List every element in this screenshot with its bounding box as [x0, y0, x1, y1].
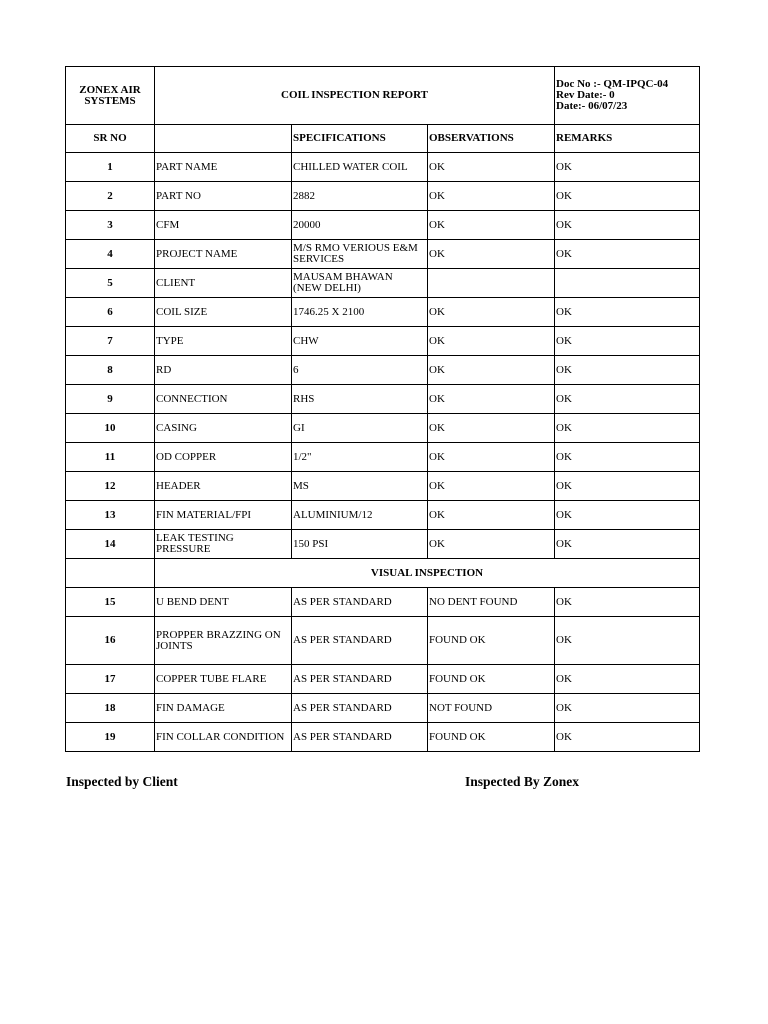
inspected-by-client: Inspected by Client — [66, 774, 178, 789]
company-name-line1: ZONEX AIR — [79, 83, 141, 96]
observation-cell: NOT FOUND — [428, 694, 555, 723]
col-header-sr-no: SR NO — [66, 125, 155, 153]
table-row — [66, 269, 700, 298]
specification-cell-line2: (NEW DELHI) — [293, 282, 361, 294]
visual-inspection-heading: VISUAL INSPECTION — [155, 559, 700, 588]
observation-cell: OK — [428, 298, 555, 327]
table-row — [66, 182, 700, 211]
specification-cell: RHS — [292, 385, 428, 414]
observation-cell: NO DENT FOUND — [428, 588, 555, 617]
table-row — [66, 298, 700, 327]
specification-cell-line2: SERVICES — [293, 253, 345, 265]
item-cell: COPPER TUBE FLARE — [155, 665, 292, 694]
sr-number-cell: 11 — [66, 443, 155, 472]
table-row — [66, 694, 700, 723]
sr-number-cell: 17 — [66, 665, 155, 694]
sr-number-cell: 9 — [66, 385, 155, 414]
table-row — [66, 240, 700, 269]
revision-date: Rev Date:- 0 — [556, 89, 615, 101]
table-row — [66, 153, 700, 182]
specification-cell: GI — [292, 414, 428, 443]
specification-cell: 1746.25 X 2100 — [292, 298, 428, 327]
remark-cell: OK — [555, 414, 700, 443]
item-cell: FIN MATERIAL/FPI — [155, 501, 292, 530]
specification-cell — [292, 240, 428, 269]
item-cell: PROJECT NAME — [155, 240, 292, 269]
company-name — [66, 67, 155, 125]
table-row — [66, 211, 700, 240]
item-cell-line2: PRESSURE — [156, 543, 211, 555]
observation-cell: OK — [428, 530, 555, 559]
remark-cell: OK — [555, 723, 700, 752]
remark-cell: OK — [555, 617, 700, 665]
item-cell: PART NAME — [155, 153, 292, 182]
remark-cell: OK — [555, 472, 700, 501]
item-cell: U BEND DENT — [155, 588, 292, 617]
sr-number-cell: 16 — [66, 617, 155, 665]
observation-cell: OK — [428, 182, 555, 211]
remark-cell: OK — [555, 240, 700, 269]
observation-cell: OK — [428, 414, 555, 443]
specification-cell: CHW — [292, 327, 428, 356]
remark-cell: OK — [555, 182, 700, 211]
remark-cell: OK — [555, 327, 700, 356]
specification-cell: AS PER STANDARD — [292, 694, 428, 723]
specification-cell: 20000 — [292, 211, 428, 240]
specification-cell-line1: M/S RMO VERIOUS E&M — [293, 242, 418, 254]
observation-cell: FOUND OK — [428, 723, 555, 752]
remark-cell — [555, 269, 700, 298]
sr-number-cell: 8 — [66, 356, 155, 385]
sr-number-cell: 12 — [66, 472, 155, 501]
remark-cell: OK — [555, 298, 700, 327]
sr-number-cell: 13 — [66, 501, 155, 530]
remark-cell: OK — [555, 530, 700, 559]
table-row — [66, 327, 700, 356]
col-header-item — [155, 125, 292, 153]
observation-cell: OK — [428, 211, 555, 240]
item-cell: CLIENT — [155, 269, 292, 298]
specification-cell: AS PER STANDARD — [292, 665, 428, 694]
sr-number-cell: 15 — [66, 588, 155, 617]
observation-cell: OK — [428, 472, 555, 501]
item-cell: COIL SIZE — [155, 298, 292, 327]
specification-cell: 6 — [292, 356, 428, 385]
item-cell: RD — [155, 356, 292, 385]
section-empty-cell — [66, 559, 155, 588]
observation-cell: OK — [428, 327, 555, 356]
item-cell: CFM — [155, 211, 292, 240]
remark-cell: OK — [555, 501, 700, 530]
item-cell — [155, 530, 292, 559]
table-row — [66, 530, 700, 559]
item-cell: OD COPPER — [155, 443, 292, 472]
item-cell — [155, 617, 292, 665]
table-row — [66, 356, 700, 385]
item-cell-line1: PROPPER BRAZZING ON — [156, 628, 281, 641]
table-row — [66, 501, 700, 530]
observation-cell: OK — [428, 385, 555, 414]
observation-cell: OK — [428, 240, 555, 269]
observation-cell: OK — [428, 153, 555, 182]
item-cell-line1: LEAK TESTING — [156, 532, 234, 544]
observation-cell — [428, 269, 555, 298]
observation-cell: FOUND OK — [428, 665, 555, 694]
col-header-specifications: SPECIFICATIONS — [292, 125, 428, 153]
report-header-row — [66, 67, 700, 125]
remark-cell: OK — [555, 211, 700, 240]
item-cell: CASING — [155, 414, 292, 443]
observation-cell: OK — [428, 356, 555, 385]
specification-cell: AS PER STANDARD — [292, 723, 428, 752]
specification-cell: ALUMINIUM/12 — [292, 501, 428, 530]
item-cell: CONNECTION — [155, 385, 292, 414]
table-row — [66, 443, 700, 472]
specification-cell: 1/2" — [292, 443, 428, 472]
document-info — [555, 67, 700, 125]
observation-cell: OK — [428, 443, 555, 472]
table-row — [66, 472, 700, 501]
table-row — [66, 385, 700, 414]
sr-number-cell: 3 — [66, 211, 155, 240]
table-row — [66, 588, 700, 617]
specification-cell: AS PER STANDARD — [292, 617, 428, 665]
item-cell: HEADER — [155, 472, 292, 501]
remark-cell: OK — [555, 588, 700, 617]
specification-cell: AS PER STANDARD — [292, 588, 428, 617]
item-cell: TYPE — [155, 327, 292, 356]
sr-number-cell: 18 — [66, 694, 155, 723]
table-row — [66, 414, 700, 443]
remark-cell: OK — [555, 153, 700, 182]
specification-cell: CHILLED WATER COIL — [292, 153, 428, 182]
observation-cell: OK — [428, 501, 555, 530]
column-header-row — [66, 125, 700, 153]
company-name-line2: SYSTEMS — [84, 94, 136, 107]
table-row — [66, 665, 700, 694]
sr-number-cell: 19 — [66, 723, 155, 752]
observation-cell: FOUND OK — [428, 617, 555, 665]
specification-cell — [292, 269, 428, 298]
remark-cell: OK — [555, 385, 700, 414]
sr-number-cell: 4 — [66, 240, 155, 269]
report-title: COIL INSPECTION REPORT — [155, 67, 555, 125]
item-cell: PART NO — [155, 182, 292, 211]
specification-cell-line1: MAUSAM BHAWAN — [293, 271, 393, 283]
specification-cell: 2882 — [292, 182, 428, 211]
sr-number-cell: 14 — [66, 530, 155, 559]
sr-number-cell: 6 — [66, 298, 155, 327]
remark-cell: OK — [555, 694, 700, 723]
item-cell-line2: JOINTS — [156, 639, 193, 652]
sr-number-cell: 10 — [66, 414, 155, 443]
visual-inspection-section-row — [66, 559, 700, 588]
specification-cell: MS — [292, 472, 428, 501]
coil-inspection-table — [65, 66, 700, 752]
remark-cell: OK — [555, 665, 700, 694]
item-cell: FIN DAMAGE — [155, 694, 292, 723]
col-header-remarks: REMARKS — [555, 125, 700, 153]
sr-number-cell: 2 — [66, 182, 155, 211]
remark-cell: OK — [555, 356, 700, 385]
inspected-by-zonex: Inspected By Zonex — [465, 774, 580, 789]
table-row — [66, 723, 700, 752]
col-header-observations: OBSERVATIONS — [428, 125, 555, 153]
sr-number-cell: 7 — [66, 327, 155, 356]
specification-cell: 150 PSI — [292, 530, 428, 559]
report-date: Date:- 06/07/23 — [556, 100, 628, 112]
doc-number: Doc No :- QM-IPQC-04 — [556, 78, 669, 90]
remark-cell: OK — [555, 443, 700, 472]
sr-number-cell: 5 — [66, 269, 155, 298]
table-row — [66, 617, 700, 665]
sr-number-cell: 1 — [66, 153, 155, 182]
item-cell: FIN COLLAR CONDITION — [155, 723, 292, 752]
